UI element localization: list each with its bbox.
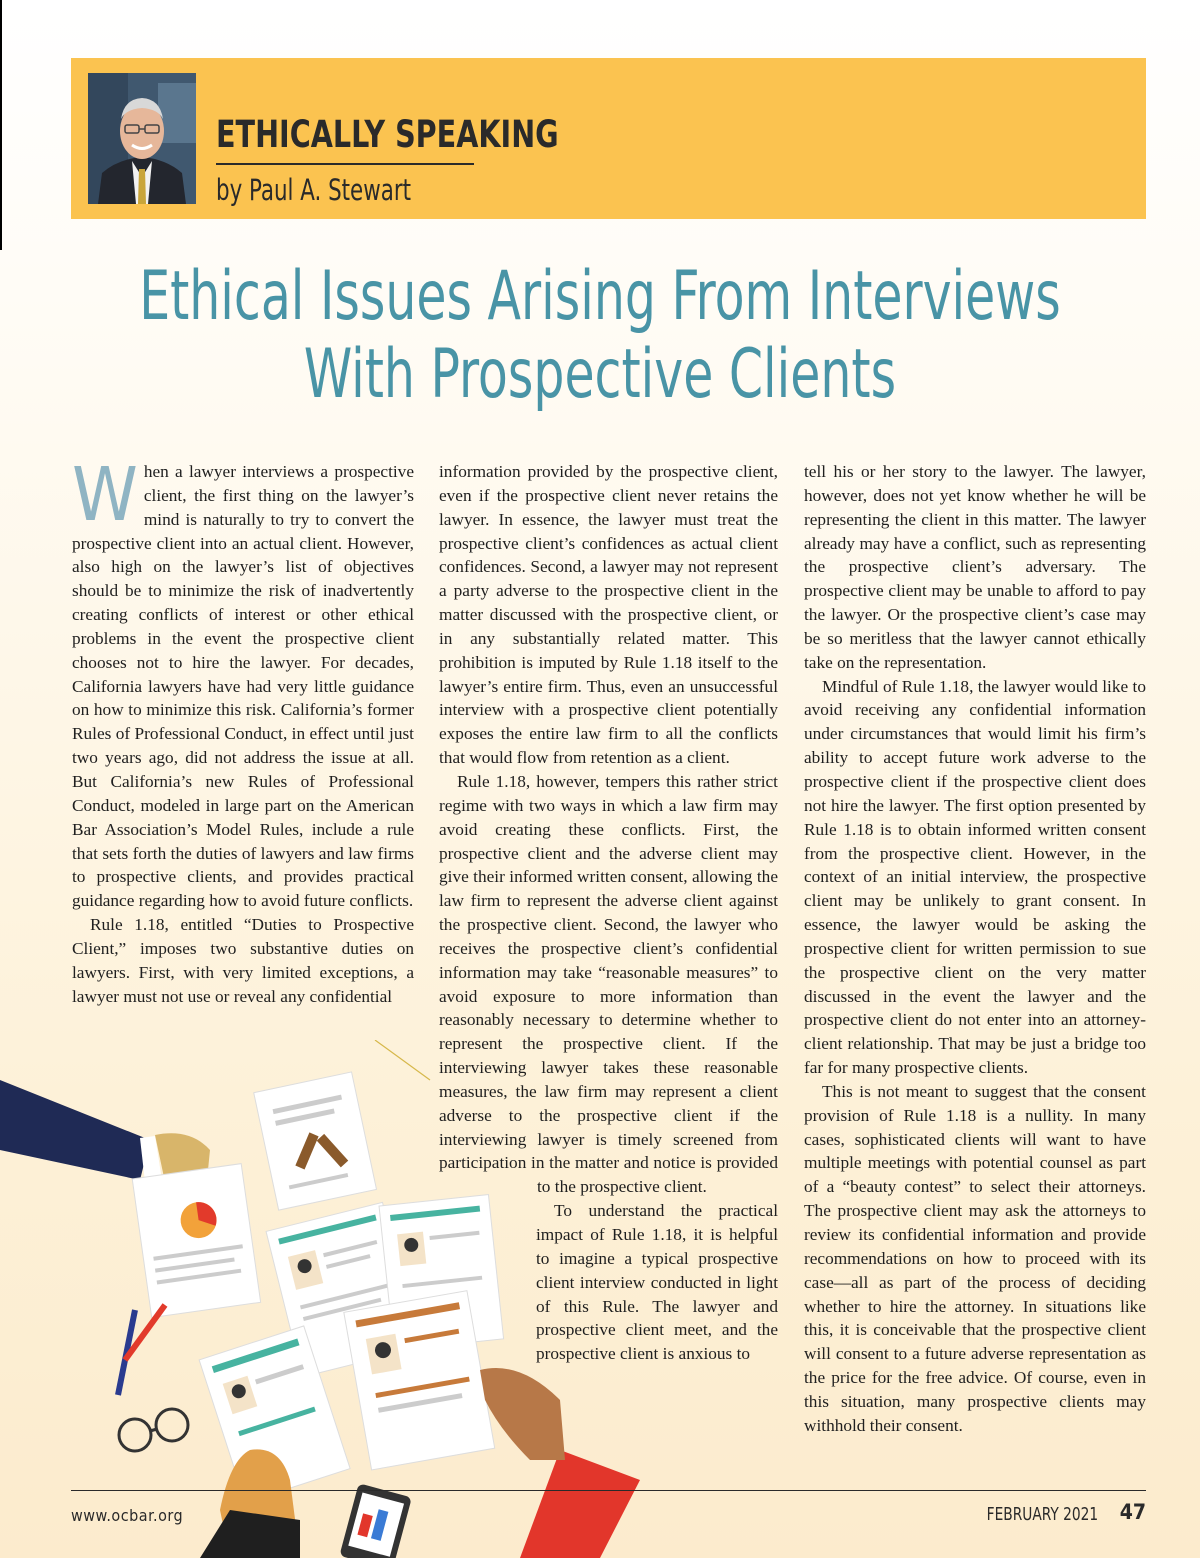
footer-rule (71, 1490, 1146, 1491)
column-title: ETHICALLY SPEAKING (216, 113, 559, 156)
paragraph: Mindful of Rule 1.18, the lawyer would like to avoid receiving any confidential information under circumstances that would limit his firm’s ability to accept future work adverse to the prospective client if the prospective client does not hire the lawyer. The first option presented by Rule 1.18 is to obtain informed written consent from the prospective client. However, in the context of an initial interview, the prospective client may be unlikely to grant consent. In essence, the lawyer would be asking the prospective client for written permission to sue the prospective client on the very matter discussed in the event the lawyer and the prospective client do not enter into an attorney-client relationship. That may be just a bridge too far for many prospective clients. (804, 676, 1146, 1078)
headline-line-2: With Prospective Clients (303, 335, 897, 414)
paragraph: This is not meant to suggest that the consent provision of Rule 1.18 is a nullity. In many cases, sophisticated clients will want to have multiple meetings with potential counsel as part of a “beauty contest” to select their attorneys. The prospective client may ask the attorneys to review its confidential information and provide recommendations on how to proceed with its case—all as part of the process of deciding whether to hire the attorney. In situations like this, it is conceivable that the prospective client will consent to a future adverse representation as the price for the free advice. Of course, even in this situation, many prospective clients may withhold their consent. (804, 1081, 1146, 1435)
illustration-wrap-spacer (438, 1187, 536, 1507)
footer-website: www.ocbar.org (71, 1506, 184, 1525)
page-number: 47 (1119, 1500, 1146, 1524)
author-photo (88, 73, 196, 204)
paragraph: To understand the practical impact of Rule 1.18, it is helpful to imagine a typical prospective client interview conducted in light of this Rule. The lawyer and prospective client meet, and the prospective client is anxious to (536, 1201, 778, 1364)
column-title-rule (216, 163, 474, 165)
drop-cap: W (72, 452, 138, 538)
article-column-1 (72, 452, 414, 1008)
article-column-3 (804, 460, 1146, 1438)
paragraph: Rule 1.18, however, tempers this rather strict regime with two ways in which a law firm may avoid creating these conflicts. First, the prospective client and the adverse client may give their informed written consent, allowing the law firm to represent the adverse client against the prospective client. Second, the lawyer who receives the prospective client’s confidential information may take “reasonable measures” to avoid exposure to more information than reasonably necessary to determine whether to represent the prospective client. If the interviewing lawyer takes these reasonable measures, the law firm may represent a client adverse to the prospective client if the interviewing lawyer is timely screened from participation in the matter and notice is provided to the prospective client. (439, 771, 778, 1197)
article-headline (0, 258, 1200, 414)
headline-line-1: Ethical Issues Arising From Interviews (139, 257, 1061, 336)
paragraph: information provided by the prospective client, even if the prospective client never retains the lawyer. In essence, the lawyer must treat the prospective client’s confidences as actual client confidences. Second, a lawyer may not represent a party adverse to the prospective client in the matter discussed with the prospective client, or in any substantially related matter. This prohibition is imputed by Rule 1.18 itself to the lawyer’s entire firm. Thus, even an unsuccessful interview with a prospective client potentially exposes the entire law firm to all the conflicts that would flow from retention as a client. (439, 462, 778, 768)
paragraph: tell his or her story to the lawyer. The lawyer, however, does not yet know whether he will be representing the client in this matter. The lawyer already may have a conflict, such as representing the prospective client’s adversary. The prospective client may be unable to afford to pay the lawyer. Or the prospective client’s case may be so meritless that the lawyer cannot ethically take on the representation. (804, 462, 1146, 672)
paragraph: Rule 1.18, entitled “Duties to Prospective Client,” imposes two substantive duties on lawyers. First, with very limited exceptions, a lawyer must not use or reveal any confidential (72, 915, 414, 1006)
page-edge-line (0, 0, 2, 250)
article-column-2 (438, 460, 778, 1507)
footer-issue-date: FEBRUARY 2021 (986, 1504, 1098, 1525)
paragraph: hen a lawyer interviews a prospective client, the first thing on the lawyer’s mind is naturally to try to convert the prospective client into an actual client. However, also high on the lawyer’s list of objectives should be to minimize the risk of inadvertently creating conflicts of interest or other ethical problems in the event the prospective client chooses not to hire the lawyer. For decades, California lawyers have had very little guidance on how to minimize this risk. California’s former Rules of Professional Conduct, in effect until just two years ago, did not address the issue at all. But California’s new Rules of Professional Conduct, modeled in large part on the American Bar Association’s Model Rules, include a rule that sets forth the duties of lawyers and law firms to prospective clients, and provides practical guidance regarding how to avoid future conflicts. (72, 462, 414, 911)
author-byline: by Paul A. Stewart (216, 173, 411, 207)
